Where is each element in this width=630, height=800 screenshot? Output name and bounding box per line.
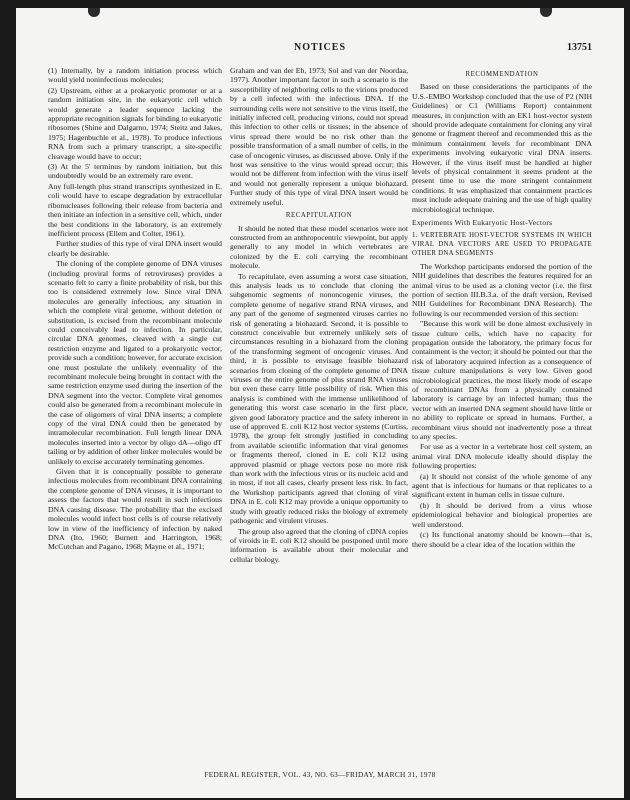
paragraph: (1) Internally, by a random initiation process which would yield noninfectious molecules;: [48, 66, 222, 85]
paragraph: The cloning of the complete genome of DNA viruses (including proviral forms of retroviruses) provides a scenario felt to carry a finite probability of risk, but this too is considered extremely low. Since viral DNA molecules are generally infectious, any situation in which the complete viral genome, without deletion or substitution, is excised from the recombinant molecule could conceivably lead to infection. In particular, circular DNA genomes, cleaved with a single cut restriction enzyme and ligated to a prokaryotic vector, provide such a condition; however, for accurate excision one must postulate the unlikely eventuality of the recombinant molecule being brought in contact with the same restriction enzyme used during the insertion of the DNA segment into the vector. Complete viral genomes could also be generated from a recombinant molecule in the case of oligomers of viral DNA inserts; a complete copy of the viral DNA could then be generated by intramolecular recombination. Full length linear DNA molecules inserted into a vector by oligo dA—oligo dT tailing or by addition of other linker molecules would be unlikely to excise accurately terminating genomes.: [48, 259, 222, 466]
paragraph: (3) At the 5' terminus by random initiation, but this undoubtedly would be an extremely rare event.: [48, 162, 222, 181]
section-heading: RECOMMENDATION: [465, 71, 539, 78]
paragraph: Based on these considerations the participants of the U.S.-EMBO Workshop concluded that the use of P2 (NIH Guidelines) or C1 (Williams Report) containment measures, in conjunction with an EK1 host-vector system should provide adequate containment for cloning any viral genome or fragment thereof and recommended this as the minimum containment levels for recombinant DNA experiments involving eukaryotic viral DNA inserts. However, if the virus itself must be handled at higher levels of physical containment it seems prudent at the present time to use the more stringent containment conditions. It was emphasized that containment practices must include adequate training and the use of high quality microbiological technique.: [412, 82, 592, 214]
paragraph: For use as a vector in a vertebrate host cell system, an animal viral DNA molecule ideally should display the following properties:: [412, 442, 592, 471]
text-column-1: [48, 66, 222, 646]
punch-hole-right: [540, 8, 552, 17]
paragraph: (b) It should be derived from a virus whose epidemiological behavior and biological properties are well understood.: [412, 500, 592, 529]
paragraph: (c) Its functional anatomy should be known—that is, there should be a clear idea of the location within the: [412, 530, 592, 549]
paragraph: (2) Upstream, either at a prokaryotic promoter or at a random initiation site, in the eukaryotic cell which would generate a leader sequence lacking the appropriate recognition signals for binding to eukaryotic ribosomes (Shine and Dalgarno, 1974; Steitz and Jakes, 1975; Hagenbuchle et al., 1978). To produce infectious RNA from such a primary transcript, a site-specific cleavage would have to occur;: [48, 85, 222, 161]
paragraph: Further studies of this type of viral DNA insert would clearly be desirable.: [48, 239, 222, 258]
paragraph: "Because this work will be done almost exclusively in tissue culture cells, which have no capacity for propagation outside the laboratory, the primary focus for containment is the vector; it should be pointed out that the risk of laboratory acquired infection as a consequence of tissue culture manipulations is very low. Given good microbiological practices, the most likely mode of escape of recombinant DNAs from a physically contained laboratory is carriage by an infected human; thus the vector with an inserted DNA segment should have little or no ability to replicate or spread in humans. Further, a recombinant virus should not inadvertently pose a threat to any species.: [412, 319, 592, 442]
paragraph: Any full-length plus strand transcripts synthesized in E. coli would have to escape degradation by extracellular ribonucleases following their release from bacteria and then initiate an infection in a sensitive cell, which, under the best conditions in the laboratory, is an extremely inefficient process (Ellem and Colter, 1961).: [48, 181, 222, 238]
paragraph: The group also agreed that the cloning of cDNA copies of viroids in E. coli K12 should be postponed until more information is available about their molecular and cellular biology.: [230, 526, 408, 564]
section-heading: Experiments With Eukaryotic Host-Vectors: [412, 218, 553, 228]
paragraph: To recapitulate, even assuming a worst case situation, this analysis leads us to conclude that cloning the subgenomic segments of nononcogenic viruses, the complete genome of negative strand RNA viruses, and any part of the genome of segmented viruses carries no risk of generating a biohazard. Second, it is possible to construct conceivable but extremely unlikely sets of circumstances resulting in a biohazard from the cloning of the transforming segment of oncogenic viruses. And third, it is possible to envisage feasible biohazard scenarios from cloning of the complete genome of DNA viruses or the entire genome of plus strand RNA viruses but even these carry little possibility of risk. When this analysis is combined with the immense unlikelihood of generating this worst case scenario in the first place, given good laboratory practice and the safety inherent in use of approved E. coli K12 host vector systems (Curtiss, 1978), the group felt strongly justified in concluding from available scientific information that viral genomes or fragments thereof, cloned in E. coli K12 using approved plasmid or phage vectors pose no more risk than work with the infectious virus or its nucleic acid and in most, if not all cases, clearly present less risk. In fact, the Workshop participants agreed that cloning of viral DNA in E. coli K12 may provide a unique opportunity to study with greatly reduced risks the biology of extremely pathogenic and virulent viruses.: [230, 271, 408, 526]
paragraph: It should be noted that these model scenarios were not constructed from an anthropocentric viewpoint, but apply generally to any model in which vertebrates are colonized by the E. coli carrying the recombinant molecule.: [230, 223, 408, 271]
paragraph: Graham and van der Eb, 1973; Sol and van der Noordaa, 1977). Another important factor in such a scenario is the susceptibility of neighboring cells to the virions produced by a cell infected with the infectious DNA. If the surrounding cells were not sensitive to the virus itself, the initially infected cell, producing virions, could not spread this infection to other cells or tissues; in the absence of virus spread there would be no risk other than the possible transformation of a small number of cells, in the case of oncogenic viruses, as discussed above. Only if the host was sensitive to the virus would spread occur; this would not be different from infection with the virus itself and would not generally represent a unique biohazard. Further study of this type of viral DNA insert would be extremely useful.: [230, 66, 408, 207]
punch-hole-left: [88, 8, 100, 17]
page-number: 13751: [567, 42, 592, 53]
paragraph: (a) It should not consist of the whole genome of any agent that is infectious for humans or that replicates to a significant extent in human cells in tissue culture.: [412, 471, 592, 500]
paragraph: Given that it is conceptually possible to generate infectious molecules from recombinant DNA containing the complete genome of DNA viruses, it is important to assess the factors that would result in such infectious DNA causing disease. The probability that the excised molecules would infect host cells is of course relatively low in view of the inefficiency of infection by naked DNA (Ito, 1960; Burnett and Harrington, 1968; McCutchan and Pagano, 1968; Mayne et al., 1971;: [48, 467, 222, 552]
section-title: NOTICES: [293, 42, 346, 53]
text-column-3: [412, 66, 592, 646]
section-heading: 1. VERTEBRATE HOST-VECTOR SYSTEMS IN WHICH VIRAL DNA VECTORS ARE USED TO PROPAGATE OTHER DNA SEGMENTS: [412, 231, 592, 258]
document-page: [16, 8, 624, 798]
text-column-2: [230, 66, 408, 646]
page-footer: FEDERAL REGISTER, VOL. 43, NO. 63—FRIDAY, MARCH 31, 1978: [204, 770, 436, 779]
section-heading: RECAPITULATION: [285, 212, 353, 220]
paragraph: The Workshop participants endorsed the portion of the NIH guidelines that describes the features required for an animal virus to be used as a cloning vector (i.e. the first portion of section III.B.3.a. of the draft version, Revised NIH Guidelines for Recombinant DNA Research). The following is our recommended version of this section:: [412, 261, 592, 318]
page-header: [16, 42, 624, 60]
